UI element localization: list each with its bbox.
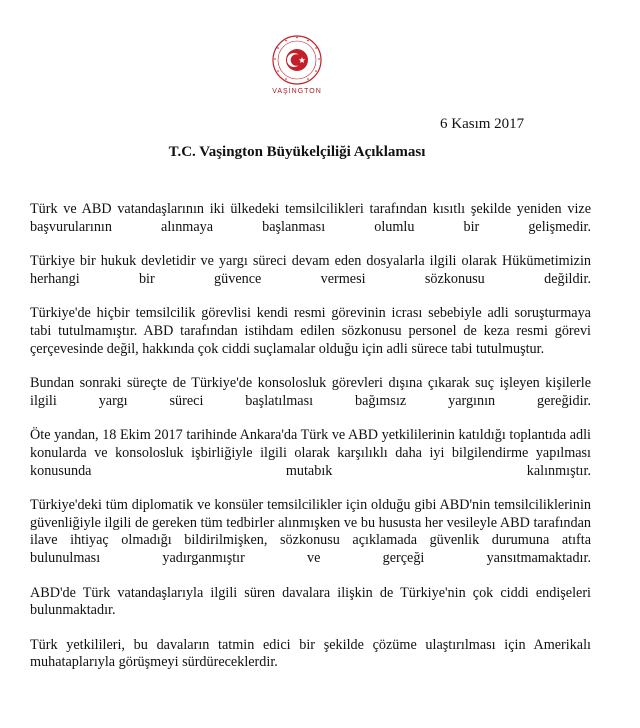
document-date: 6 Kasım 2017 [440, 116, 525, 132]
paragraph: Bundan sonraki süreçte de Türkiye'de konsolosluk görevleri dışına çıkarak suç işleyen kişilerle ilgili yargı süreci başlatılması bağımsız yargının gereğidir. [30, 375, 591, 409]
paragraph: Türkiye bir hukuk devletidir ve yargı süreci devam eden dosyalarla ilgili olarak Hükümetimizin herhangi bir güvence vermesi sözkonusu değildir. [30, 253, 591, 287]
paragraph: Öte yandan, 18 Ekim 2017 tarihinde Ankara'da Türk ve ABD yetkililerinin katıldığı toplantıda adli konularda ve konsolosluk işbirliğiyle ilgili olarak karşılıklı daha iyi bilgilendirme yapılması konusunda mutabık kalınmıştır. [30, 427, 591, 479]
paragraph: Türkiye'deki tüm diplomatik ve konsüler temsilcilikler için olduğu gibi ABD'nin temsilciliklerinin güvenliğiyle ilgili de gereken tüm tedbirler alınmışken ve bu hususta her vesileyle ABD tarafından ilave ihtiyaç olmadığı bildirilmişken, sözkonusu açıklamada güvenlik durumuna atıfta bulunulması yadırganmıştır ve gerçeği yansıtmamaktadır. [30, 497, 591, 566]
document-title: T.C. Vaşington Büyükelçiliği Açıklaması [168, 144, 426, 160]
paragraph: ABD'de Türk vatandaşlarıyla ilgili süren davalara ilişkin de Türkiye'nin çok ciddi endişeleri bulunmaktadır. [30, 584, 591, 619]
seal-caption: VAŞİNGTON [272, 88, 322, 95]
paragraph: Türk yetkilileri, bu davaların tatmin edici bir şekilde çözüme ulaştırılması için Amerikalı muhataplarıyla görüşmeyi sürdüreceklerdir. [30, 636, 591, 671]
paragraph: Türk ve ABD vatandaşlarının iki ülkedeki temsilcilikleri tarafından kısıtlı şekilde yeniden vize başvurularının alınmaya başlanması olumlu bir gelişmedir. [30, 201, 591, 235]
paragraph: Türkiye'de hiçbir temsilcilik görevlisi kendi resmi görevinin icrası sebebiyle adli soruşturmaya tabi tutulmamıştır. ABD tarafından istihdam edilen sözkonusu personel de keza resmi görevi çerçevesinde değil, hakkında çok ciddi suçlamalar olduğu için adli sürece tabi tutulmuştur. [30, 305, 591, 357]
document-body [30, 201, 591, 689]
